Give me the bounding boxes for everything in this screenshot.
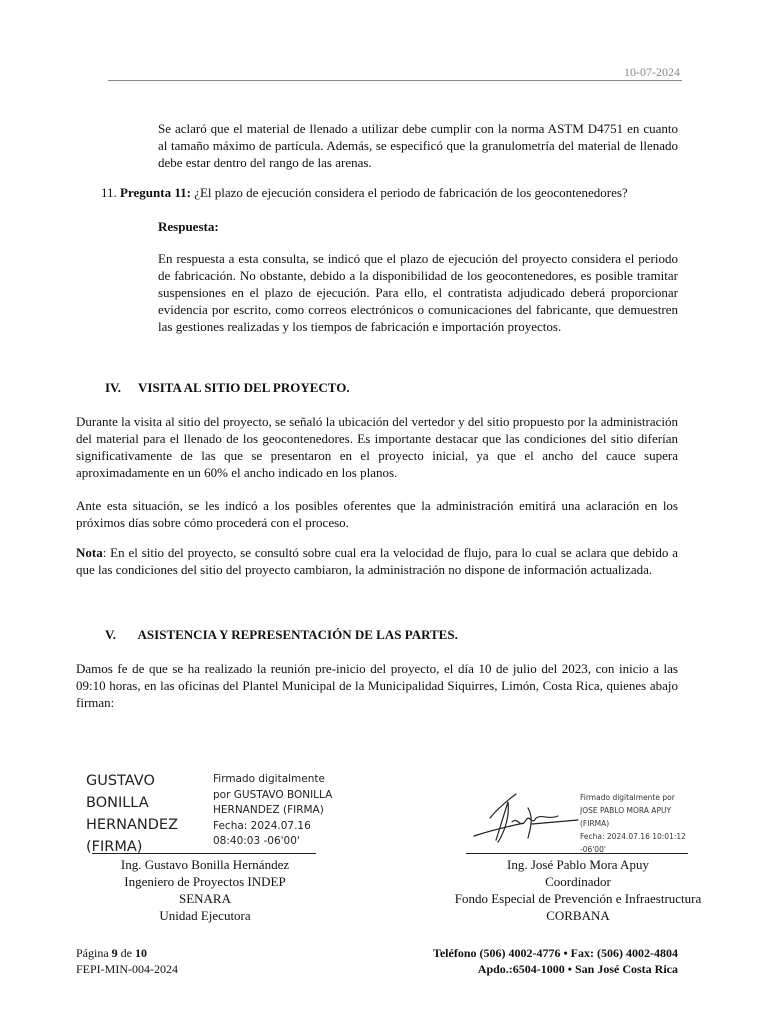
- header-date: 10-07-2024: [624, 65, 680, 79]
- signatory-right: Ing. José Pablo Mora Apuy Coordinador Fondo Especial de Prevención e Infraestructura CORBANA: [454, 857, 702, 923]
- digital-signature-info-left: Firmado digitalmente por GUSTAVO BONILLA HERNANDEZ (FIRMA) Fecha: 2024.07.16 08:40:03 -06'00': [213, 773, 333, 847]
- question-label: Pregunta 11:: [120, 185, 191, 200]
- signatory-left: Ing. Gustavo Bonilla Hernández Ingeniero de Proyectos INDEP SENARA Unidad Ejecutora: [120, 857, 290, 923]
- section-5-number: V.: [105, 627, 116, 642]
- digital-signature-name-left: GUSTAVO BONILLA HERNANDEZ (FIRMA): [86, 773, 179, 855]
- intro-paragraph: Se aclaró que el material de llenado a utilizar debe cumplir con la norma ASTM D4751 en cuanto al tamaño máximo de partícula. Además, se especificó que la granulometría del material de llenado debe estar dentro del rango de las arenas.: [158, 121, 678, 170]
- document-code: FEPI-MIN-004-2024: [76, 962, 178, 976]
- footer-right: [433, 945, 678, 977]
- question-11: [101, 184, 628, 201]
- signature-line-right: [466, 853, 688, 854]
- section-4-note: [76, 544, 678, 578]
- answer-label: Respuesta:: [158, 219, 219, 234]
- signature-line-left: [92, 853, 316, 854]
- footer-address: Apdo.:6504-1000 • San José Costa Rica: [477, 962, 678, 976]
- digital-signature-info-right: Firmado digitalmente por JOSE PABLO MORA APUY (FIRMA) Fecha: 2024.07.16 10:01:12 -06'00': [580, 793, 686, 854]
- header-rule: [108, 80, 682, 81]
- section-5-title: ASISTENCIA Y REPRESENTACIÓN DE LAS PARTES.: [137, 627, 458, 642]
- note-label: Nota: [76, 545, 103, 560]
- handwritten-signature: [472, 790, 580, 846]
- section-4-paragraph-1: Durante la visita al sitio del proyecto, se señaló la ubicación del vertedor y del sitio propuesto por la administración del material para el llenado de los geocontenedores. Es importante destacar que las condiciones del sitio diferían significativamente de las que se presentaron en el proyecto inicial, ya que el ancho del cauce supera aproximadamente en un 60% el ancho indicado en los planos.: [76, 414, 678, 480]
- section-4-heading: [105, 380, 350, 396]
- note-text: : En el sitio del proyecto, se consultó sobre cual era la velocidad de flujo, para lo cual se aclara que debido a que las condiciones del sitio del proyecto cambiaron, la administración no dispone de información actualizada.: [76, 545, 678, 577]
- footer-phone: Teléfono (506) 4002-4776 • Fax: (506) 4002-4804: [432, 946, 678, 960]
- question-text: ¿El plazo de ejecución considera el periodo de fabricación de los geocontenedores?: [194, 185, 628, 200]
- section-4-title: VISITA AL SITIO DEL PROYECTO.: [138, 380, 350, 395]
- section-5-heading: [105, 627, 458, 643]
- footer-left: [76, 945, 178, 977]
- question-number: 11.: [101, 185, 117, 200]
- section-4-paragraph-2: Ante esta situación, se les indicó a los posibles oferentes que la administración emitirá una aclaración en los próximos días sobre cómo procederá con el proceso.: [76, 498, 678, 530]
- section-4-number: IV.: [105, 380, 122, 395]
- answer-paragraph: En respuesta a esta consulta, se indicó que el plazo de ejecución del proyecto considera el periodo de fabricación. No obstante, debido a la disponibilidad de los geocontenedores, es posible tramitar suspensiones en el plazo de ejecución. Para ello, el contratista adjudicado deberá proporcionar evidencia por escrito, como correos electrónicos o comunicaciones del fabricante, que demuestren las gestiones realizadas y los tiempos de fabricación e importación proyectos.: [158, 251, 678, 334]
- section-5-paragraph: Damos fe de que se ha realizado la reunión pre-inicio del proyecto, el día 10 de julio del 2023, con inicio a las 09:10 horas, en las oficinas del Plantel Municipal de la Municipalidad Siquirres, Limón, Costa Rica, quienes abajo firman:: [76, 661, 678, 710]
- page-number: Página 9 de 10: [76, 946, 147, 960]
